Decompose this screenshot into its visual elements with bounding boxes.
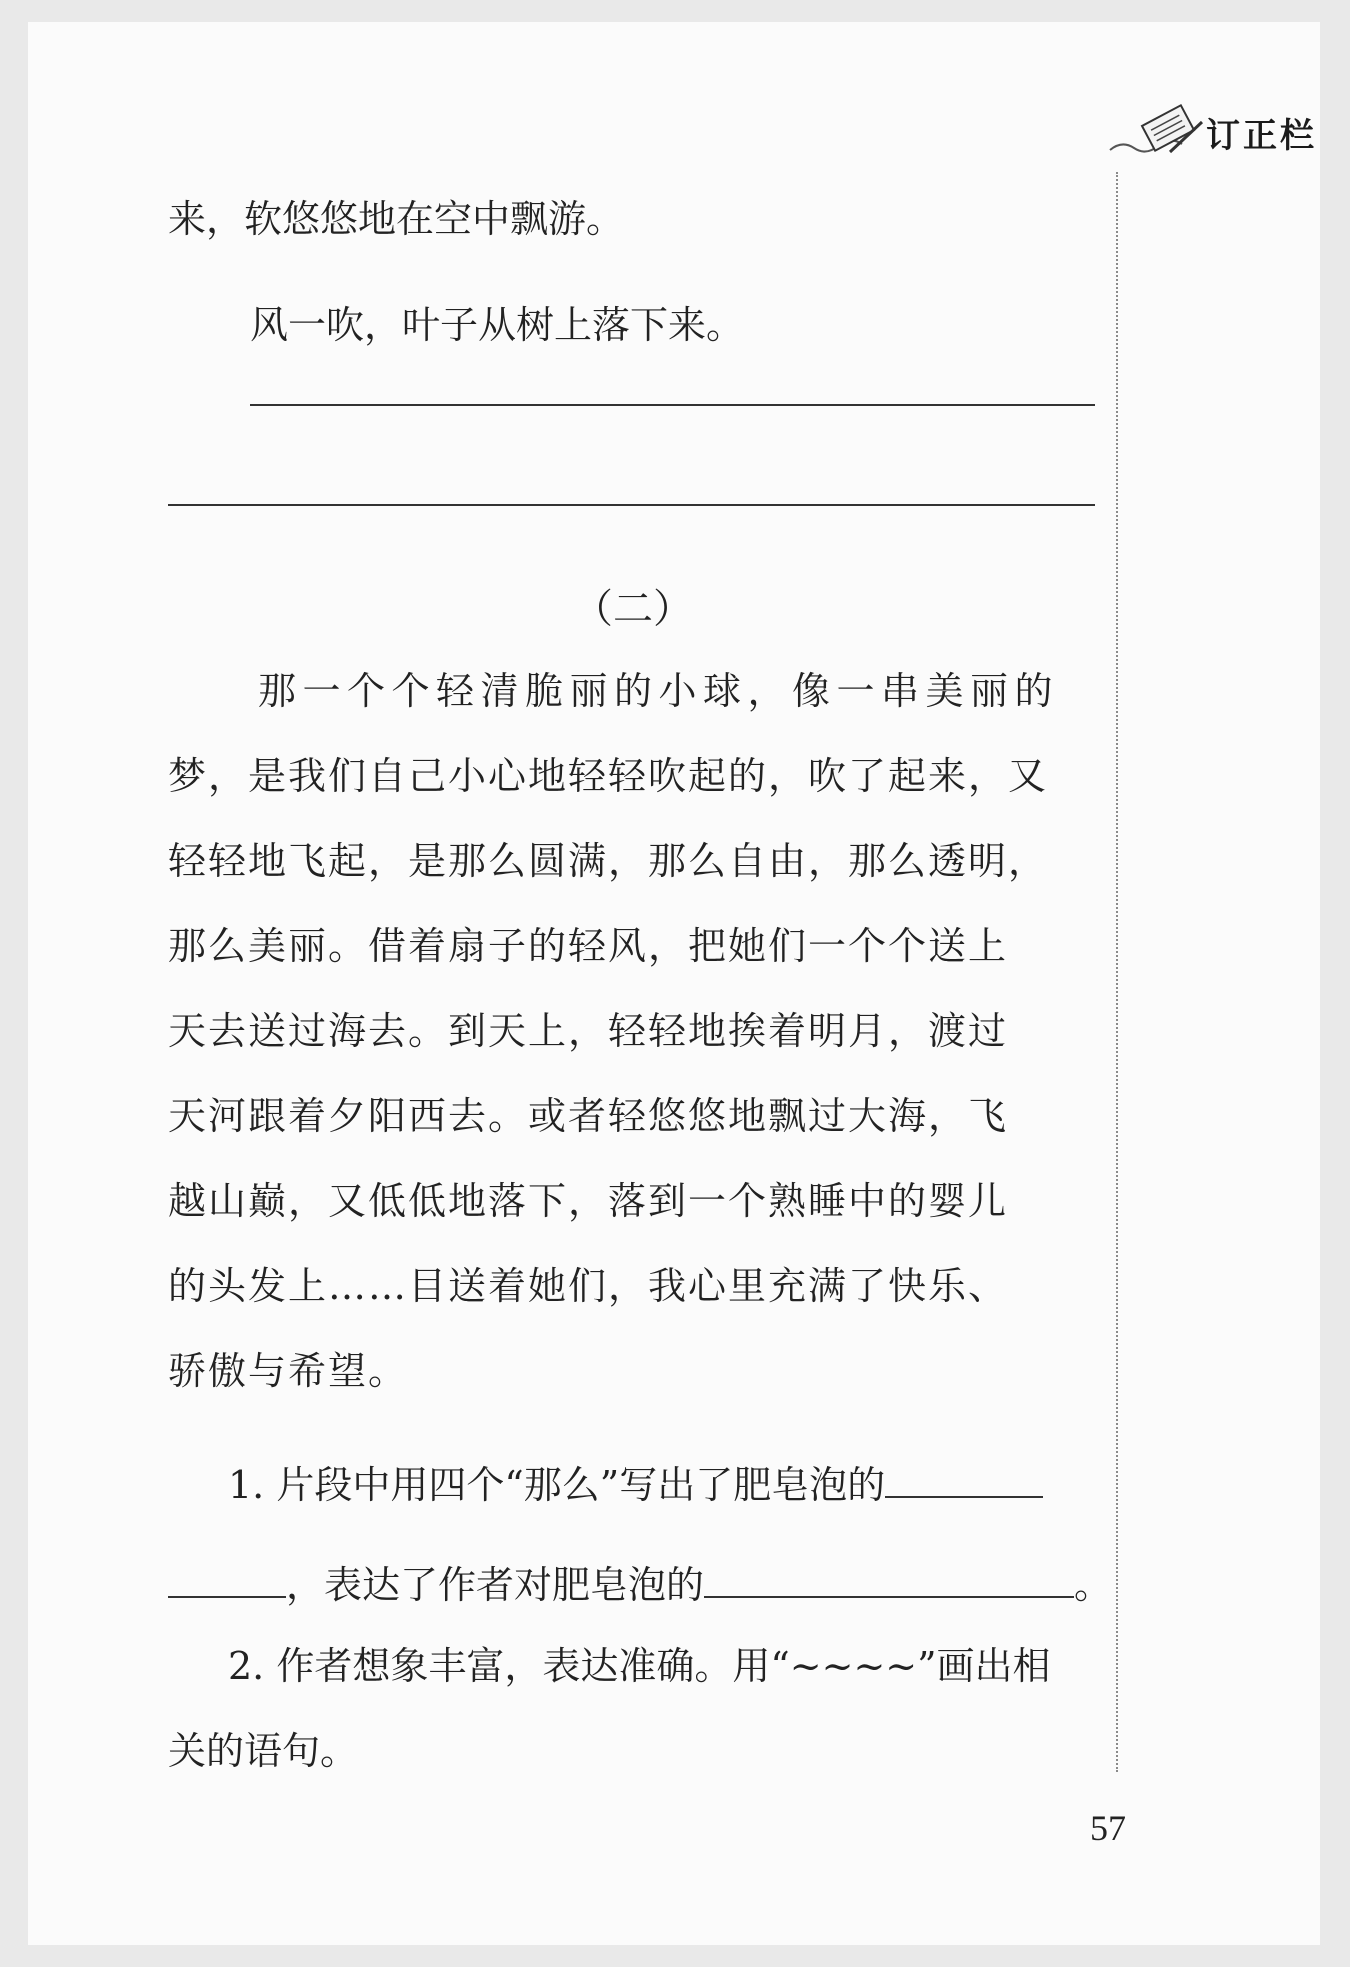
page-number: 57	[1090, 1808, 1126, 1848]
correction-margin-divider	[1116, 172, 1118, 1772]
paragraph-line: 骄傲与希望。	[168, 1349, 409, 1393]
paragraph-line: 越山巅，又低低地落下，落到一个熟睡中的婴儿	[168, 1179, 1009, 1223]
question-1-text: 1. 片段中用四个“那么”写出了肥皂泡的	[228, 1463, 886, 1507]
paragraph-line: 轻轻地飞起，是那么圆满，那么自由，那么透明，	[168, 839, 1049, 883]
question-1-text-continued: ，表达了作者对肥皂泡的	[286, 1563, 705, 1607]
text-line: 来，软悠悠地在空中飘游。	[168, 197, 625, 241]
question-1-line-1	[228, 1462, 1043, 1507]
paragraph-line: 梦，是我们自己小心地轻轻吹起的，吹了起来，又	[168, 754, 1049, 798]
answer-blank[interactable]	[885, 1462, 1043, 1498]
question-1-line-2	[168, 1562, 1113, 1607]
correction-column-header	[1108, 100, 1348, 170]
correction-column-label: 订正栏	[1206, 116, 1317, 156]
answer-blank[interactable]	[704, 1562, 1074, 1598]
paragraph-line: 那么美丽。借着扇子的轻风，把她们一个个送上	[168, 924, 1009, 968]
text-line: 风一吹，叶子从树上落下来。	[250, 303, 745, 347]
answer-blank[interactable]	[168, 1562, 286, 1598]
paragraph-line: 天河跟着夕阳西去。或者轻悠悠地飘过大海，飞	[168, 1094, 1009, 1138]
question-2-line-2: 关的语句。	[168, 1729, 359, 1773]
paragraph-line: 天去送过海去。到天上，轻轻地挨着明月，渡过	[168, 1009, 1009, 1053]
question-2-line-1: 2. 作者想象丰富，表达准确。用“~~~~”画出相	[228, 1644, 1051, 1688]
page	[28, 22, 1320, 1945]
pencil-notebook-icon	[1108, 100, 1208, 160]
section-title: （二）	[573, 586, 693, 632]
paragraph-line: 的头发上……目送着她们，我心里充满了快乐、	[168, 1264, 1009, 1308]
question-1-end: 。	[1074, 1563, 1113, 1607]
answer-line[interactable]	[168, 504, 1095, 506]
paragraph-line: 那一个个轻清脆丽的小球，像一串美丽的	[258, 669, 1060, 713]
answer-line[interactable]	[250, 404, 1095, 406]
